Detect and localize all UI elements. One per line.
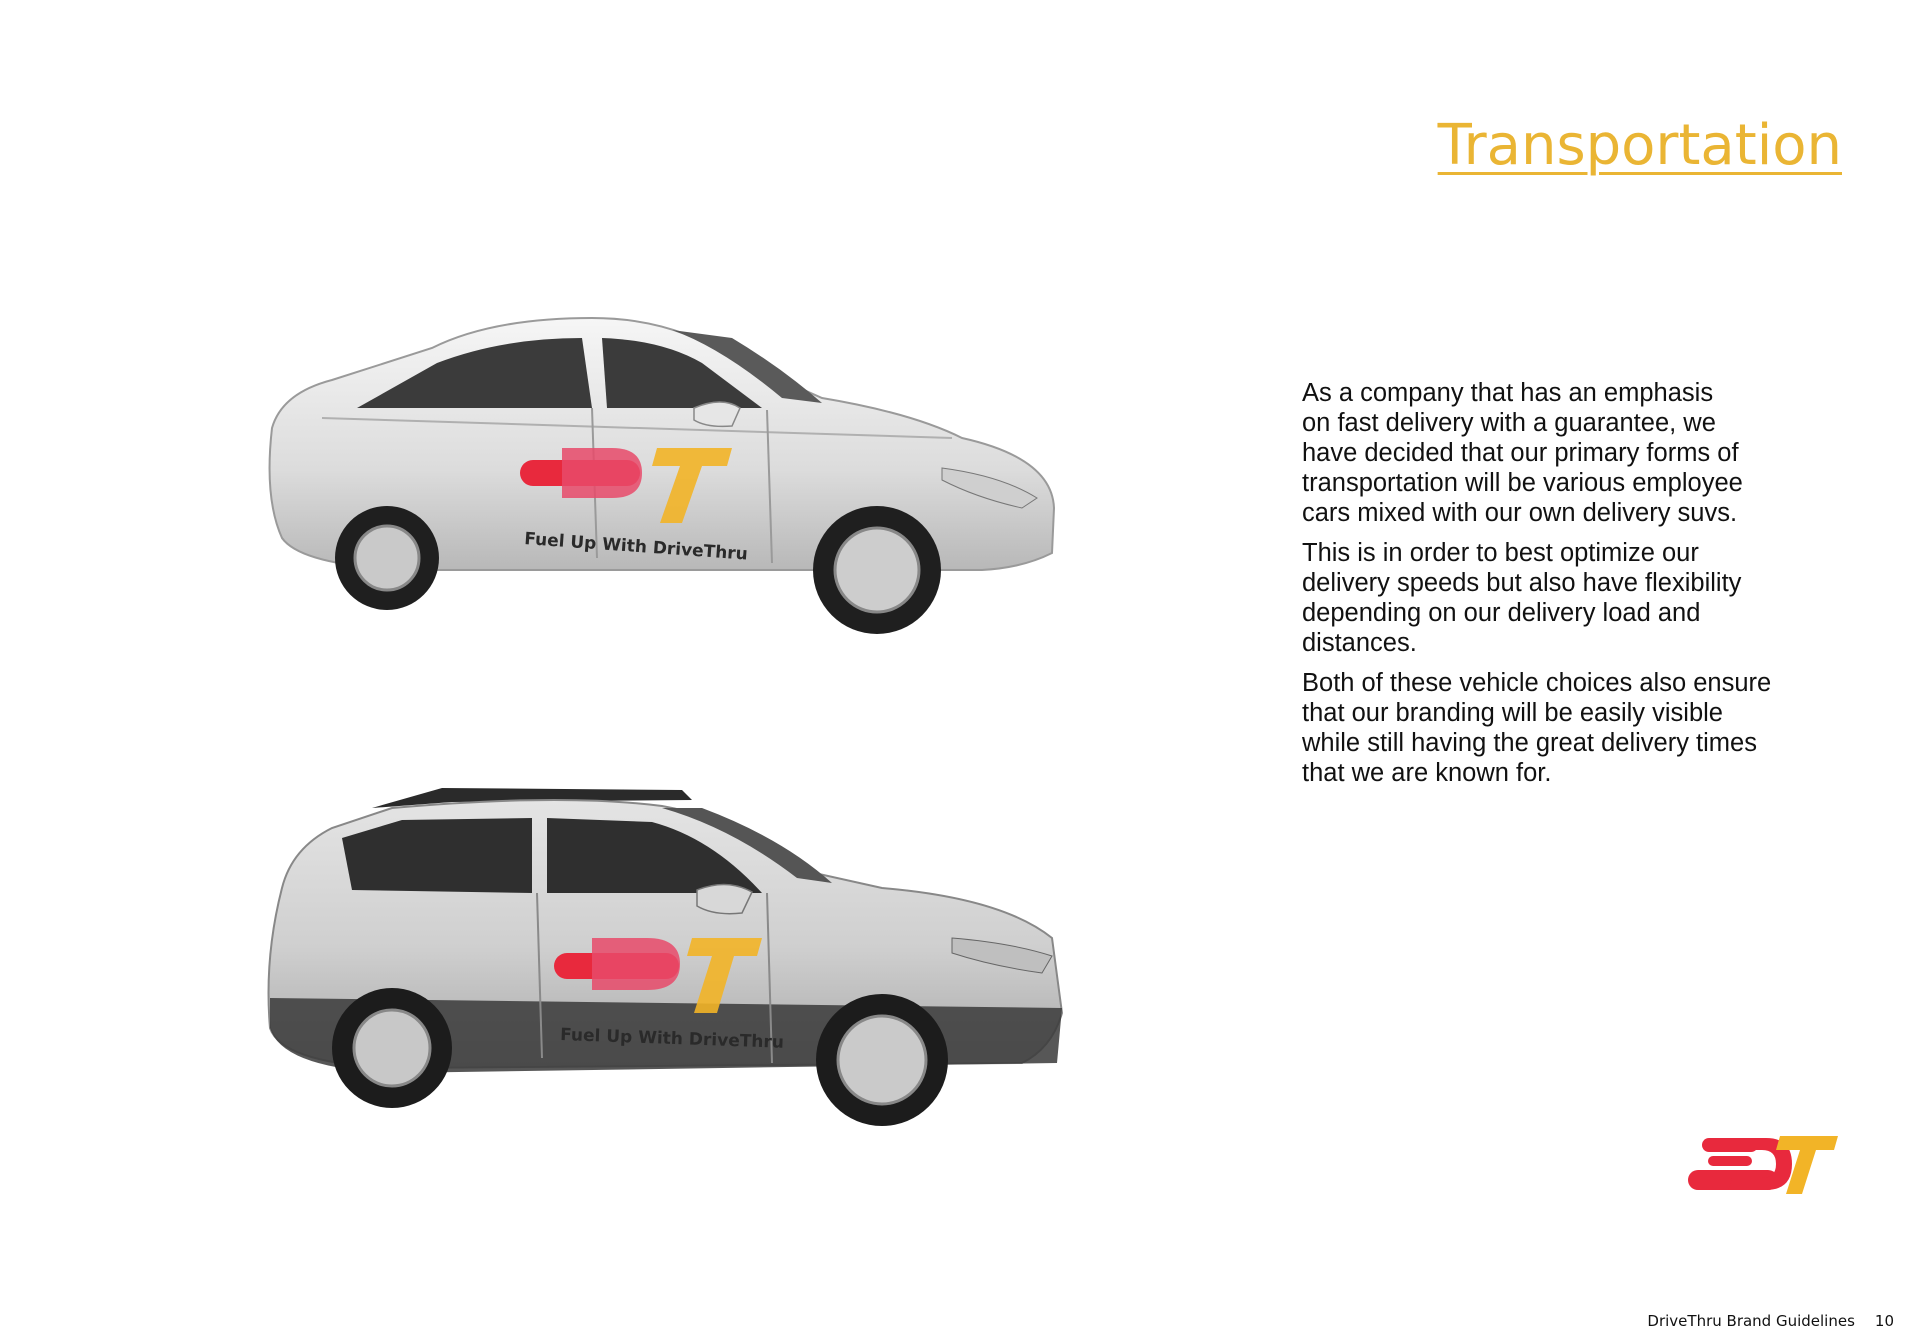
sedan-decal-tagline: Fuel Up With DriveThru [523,529,749,565]
paragraph-reason: This is in order to best optimize our delivery speeds but also have flexibility depending on our delivery load and distances. [1302,539,1742,657]
page-number: 10 [1874,1312,1894,1330]
footer-doc-title: DriveThru Brand Guidelines [1647,1312,1855,1330]
page-title: Transportation [1437,113,1842,178]
suv-decal-tagline: Fuel Up With DriveThru [559,1025,785,1053]
sedan-image [262,308,1062,638]
page-footer [1647,1312,1894,1330]
paragraph-branding: Both of these vehicle choices also ensure that our branding will be easily visible while still having the great delivery times that we are known for. [1302,669,1772,787]
body-copy [1302,378,1862,798]
drivethru-logo-icon [1688,1132,1840,1196]
paragraph-intro: As a company that has an emphasis on fast delivery with a guarantee, we have decided that our primary forms of transportation will be various employee cars mixed with our own delivery suvs. [1302,379,1743,527]
suv-image [262,778,1082,1148]
